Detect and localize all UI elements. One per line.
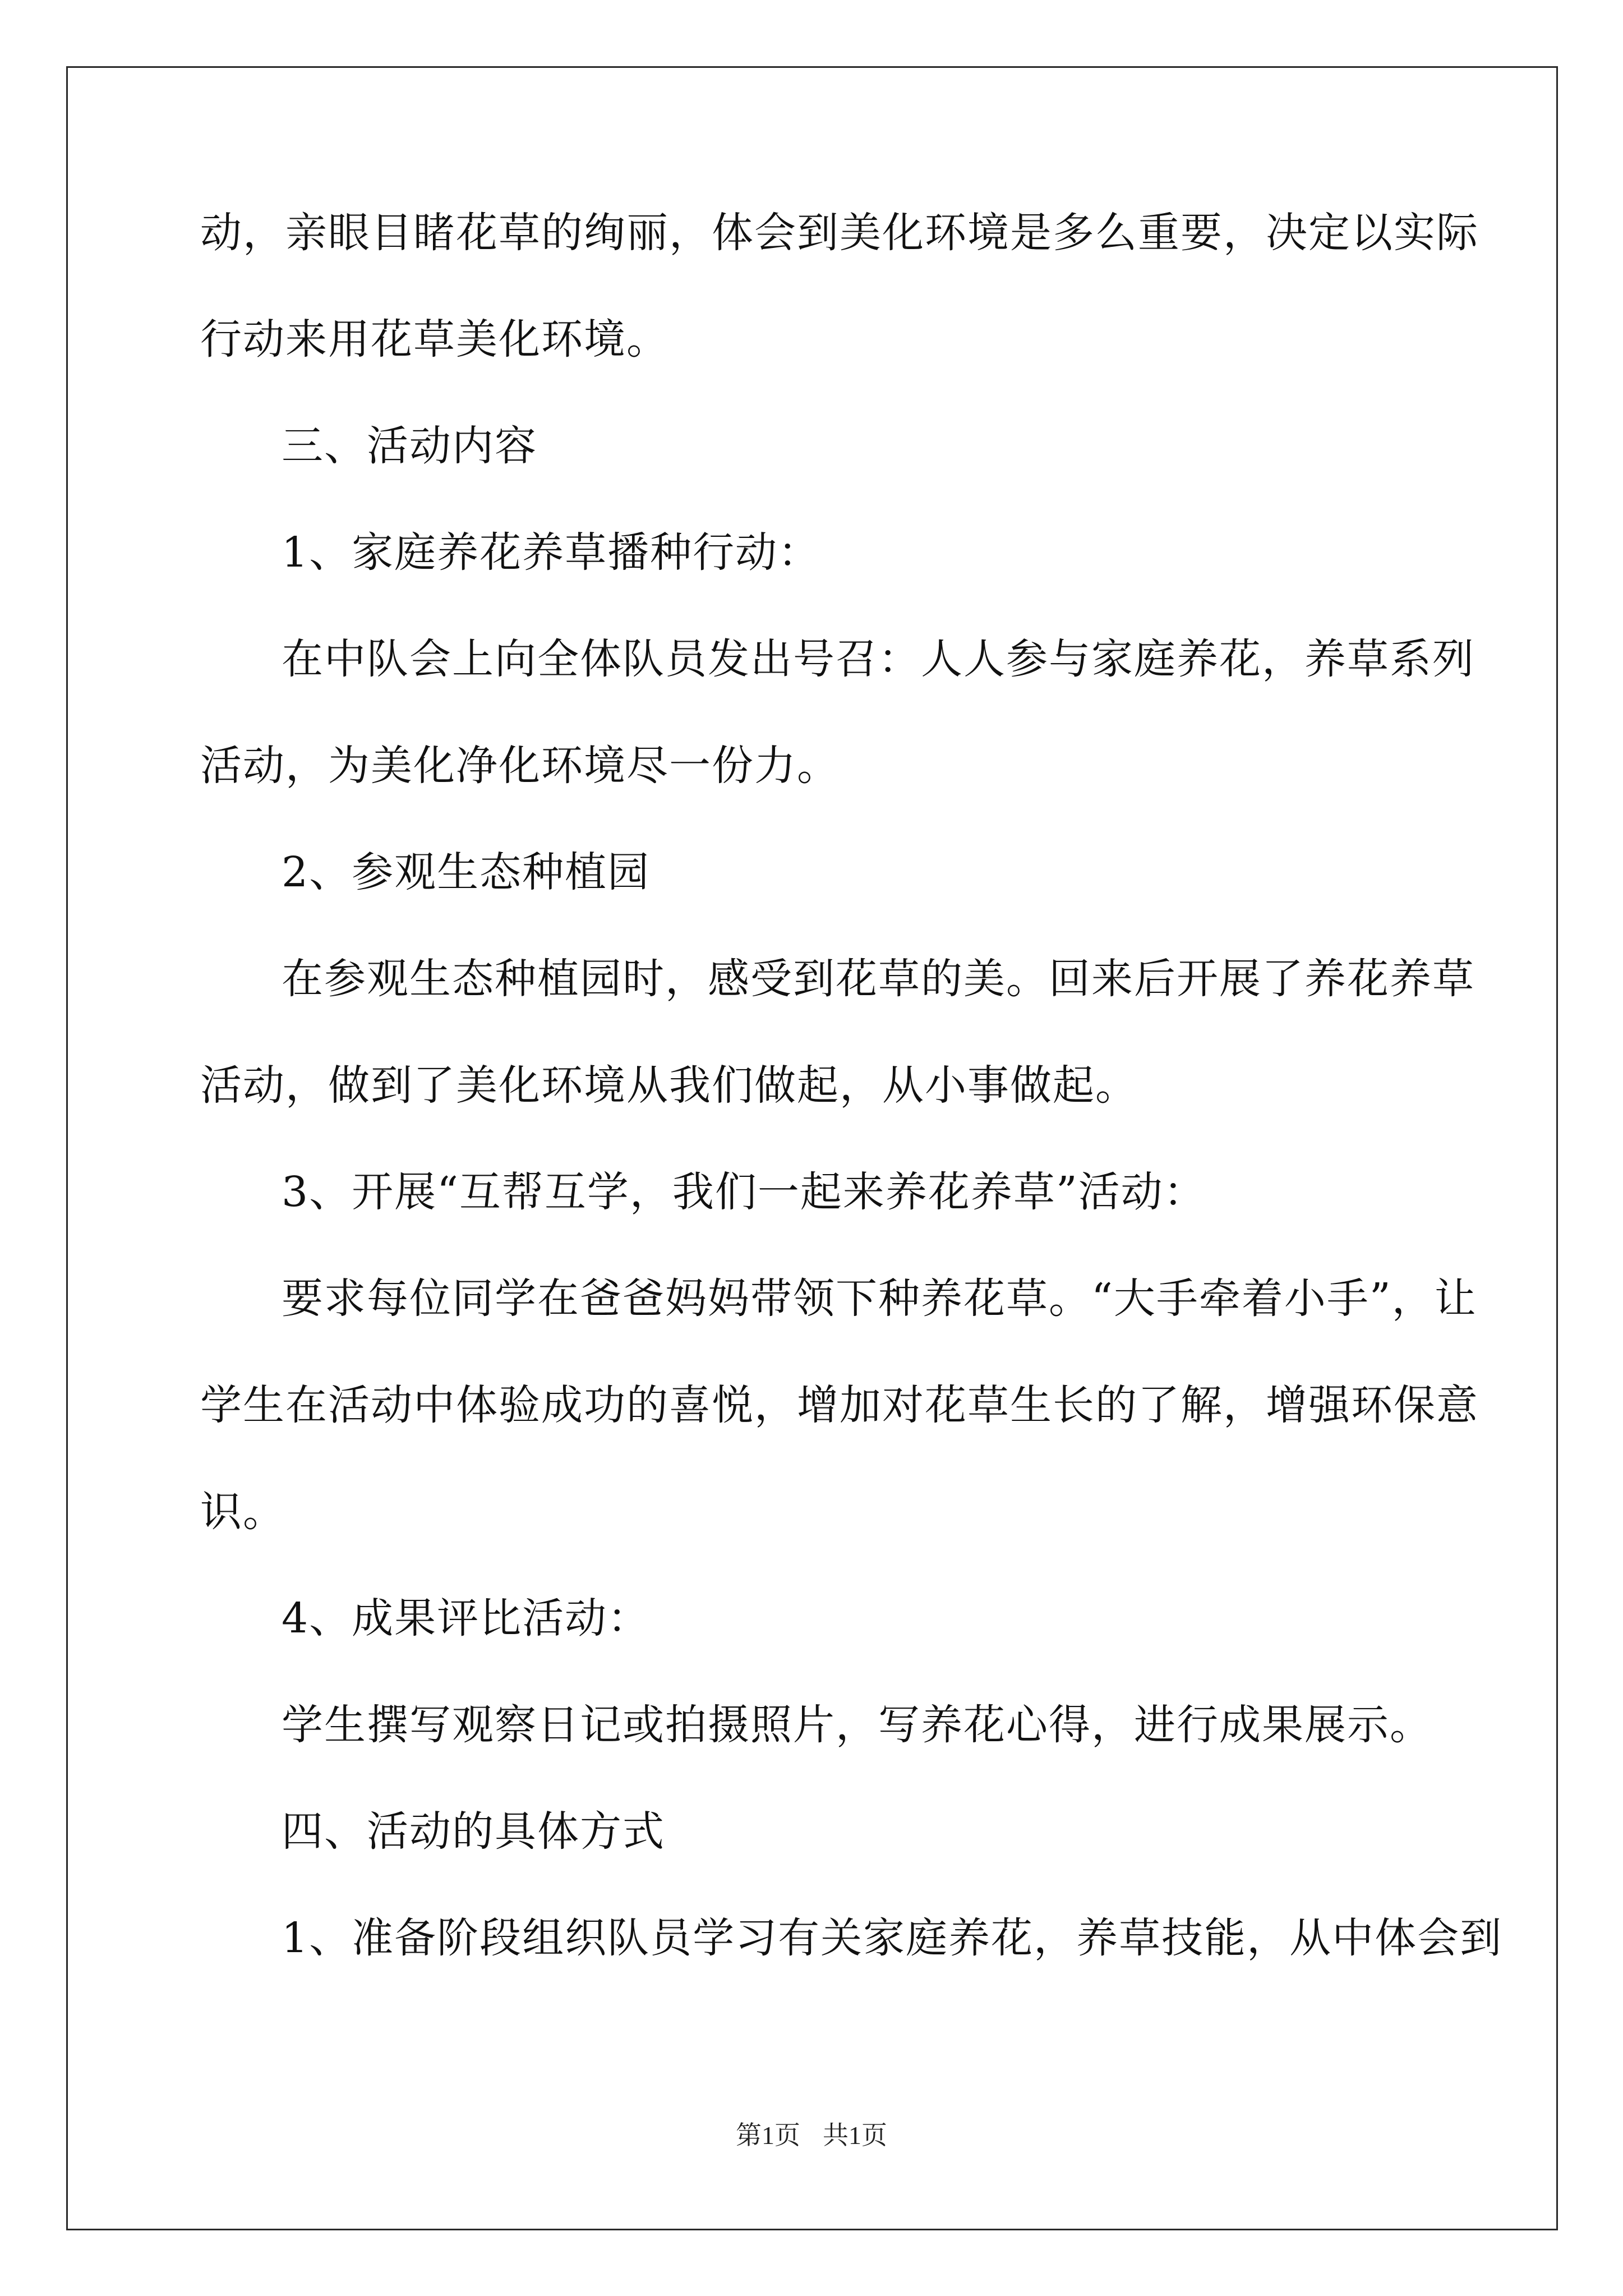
subsection-heading: 1、家庭养花养草播种行动： xyxy=(282,528,821,577)
text-line: 1、准备阶段组织队员学习有关家庭养花，养草技能，从中体会到 xyxy=(282,1914,1503,1962)
text-line: 识。 xyxy=(200,1488,285,1536)
page-number: 第1页 xyxy=(736,2121,800,2150)
text-line: 学生在活动中体验成功的喜悦，增加对花草生长的了解，增强环保意 xyxy=(200,1381,1479,1429)
page-border xyxy=(66,66,1558,2230)
page-footer xyxy=(0,2119,1623,2152)
text-line: 要求每位同学在爸爸妈妈带领下种养花草。“大手牵着小手”，让 xyxy=(282,1274,1477,1323)
text-line: 学生撰写观察日记或拍摄照片，写养花心得，进行成果展示。 xyxy=(282,1701,1432,1749)
page-total: 共1页 xyxy=(823,2121,887,2150)
text-line: 动，亲眼目睹花草的绚丽，体会到美化环境是多么重要，决定以实际 xyxy=(200,209,1479,257)
text-line: 在参观生态种植园时，感受到花草的美。回来后开展了养花养草 xyxy=(282,955,1475,1003)
section-heading: 四、活动的具体方式 xyxy=(282,1807,665,1856)
subsection-heading: 2、参观生态种植园 xyxy=(282,848,651,896)
text-line: 在中队会上向全体队员发出号召：人人参与家庭养花，养草系列 xyxy=(282,635,1475,683)
text-line: 活动，为美化净化环境尽一份力。 xyxy=(200,742,840,790)
text-line: 活动，做到了美化环境从我们做起，从小事做起。 xyxy=(200,1061,1138,1110)
section-heading: 三、活动内容 xyxy=(282,422,537,470)
text-line: 行动来用花草美化环境。 xyxy=(200,315,669,364)
subsection-heading: 4、成果评比活动： xyxy=(282,1594,651,1642)
subsection-heading: 3、开展“互帮互学，我们一起来养花养草”活动： xyxy=(282,1168,1206,1216)
